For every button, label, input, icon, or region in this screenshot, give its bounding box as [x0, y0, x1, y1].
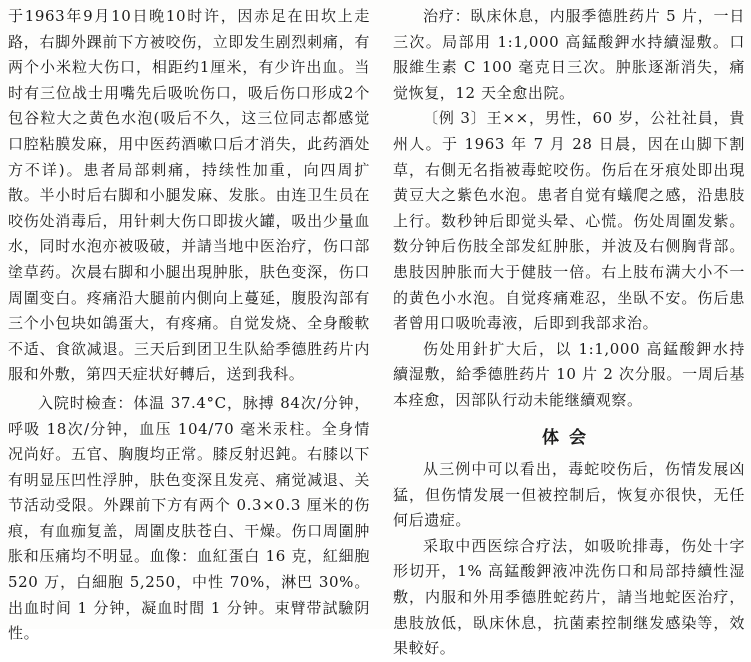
left-column [8, 4, 370, 647]
discussion-paragraph-2: 采取中西医综合疗法，如吸吮排毒，伤处十字形切开，1% 高錳酸鉀液冲洗伤口和局部持續性湿敷，内服和外用季德胜蛇药片，請当地蛇医治疗，患肢放低，臥床休息，抗菌素控制继发感染等，效果較好。 [393, 536, 745, 658]
column-divider [380, 0, 381, 629]
case-2-history-paragraph: 于1963年9月10日晚10时许，因赤足在田坎上走路，右脚外踝前下方被咬伤，立即发生剧烈刺痛，有两个小米粒大伤口，相距约1厘米，有少许出血。当时有三位战士用嘴先后吸吮伤口，吸后伤口形成2个包谷粒大之黄色水泡(吸后不久，这三位同志都感觉口腔粘膜发麻，用中医药酒嗽口后才消失，此药酒处方不详)。患者局部剌痛，持续性加重，向四周扩散。半小时后右脚和小腿发麻、发胀。由连卫生员在咬伤处消毒后，用针刺大伤口即拔火罐，吸出少量血水，同时水泡亦被吸破，并請当地中医治疗，伤口部塗草药。次晨右脚和小腿出現肿胀，肤色变深，伤口周圍变白。疼痛沿大腿前内側向上蔓延，腹股沟部有三个小包块如鴿蛋大，有疼痛。自觉发烧、全身酸軟不适、食欲减退。三天后到团卫生队給季德胜药片内服和外敷，第四天症状好轉后，送到我科。 [8, 7, 370, 384]
discussion-paragraph-1: 从三例中可以看出，毒蛇咬伤后，伤情发展凶猛，但伤情发展一但被控制后，恢复亦很快，无任何后遗症。 [393, 460, 745, 530]
right-column [393, 4, 745, 662]
section-heading-tihui: 体会 [542, 427, 596, 448]
case-3-treatment-paragraph: 伤处用針扩大后，以 1:1,000 高錳酸鉀水持續湿敷，給季德胜药片 10 片 2 次分服。一周后基本痊愈，因部队行动未能继續观察。 [393, 339, 745, 409]
case-3-paragraph: 〔例 3〕王××，男性，60 岁，公社社員，貴州人。于 1963 年 7 月 28 日晨，因在山脚下割草，右側无名指被毒蛇咬伤。伤后在牙痕处即出現黄豆大之紫色水泡。患者自觉有蟻爬之感，沿患肢上行。数秒钟后即觉头晕、心慌。伤处周圍发紫。数分钟后伤肢全部发紅肿胀，并波及右侧胸背部。患肢因肿胀而大于健肢一倍。右上肢布满大小不一的黄色小水泡。自觉疼痛难忍，坐臥不安。伤后患者曾用口吸吮毒液，后即到我部求治。 [393, 109, 745, 333]
case-2-treatment-paragraph: 治疗：臥床休息，内服季德胜药片 5 片，一日三次。局部用 1:1,000 高錳酸鉀水持續湿敷。口服維生素 C 100 毫克日三次。肿胀逐渐消失，痛觉恢复，12 天全愈出院。 [393, 7, 745, 102]
admission-exam-paragraph: 入院时檢查：体温 37.4°C，脉搏 84次/分钟，呼吸 18次/分钟，血压 104/70 毫米汞柱。全身情况尚好。五官、胸腹均正常。膝反射迟鈍。右膝以下有明显压凹性浮肿，肤色变深且发亮、痛觉减退、关节活动受限。外踝前下方有两个 0.3×0.3 厘米的伤痕，有血痂复盖，周圍皮肤苍白、干燥。伤口周圍肿胀和压痛均不明显。血像：血紅蛋白 16 克，紅細胞 520 万，白細胞 5,250，中性 70%，淋巴 30%。出血时间 1 分钟，凝血时間 1 分钟。束臂带試驗阴性。 [8, 393, 370, 643]
